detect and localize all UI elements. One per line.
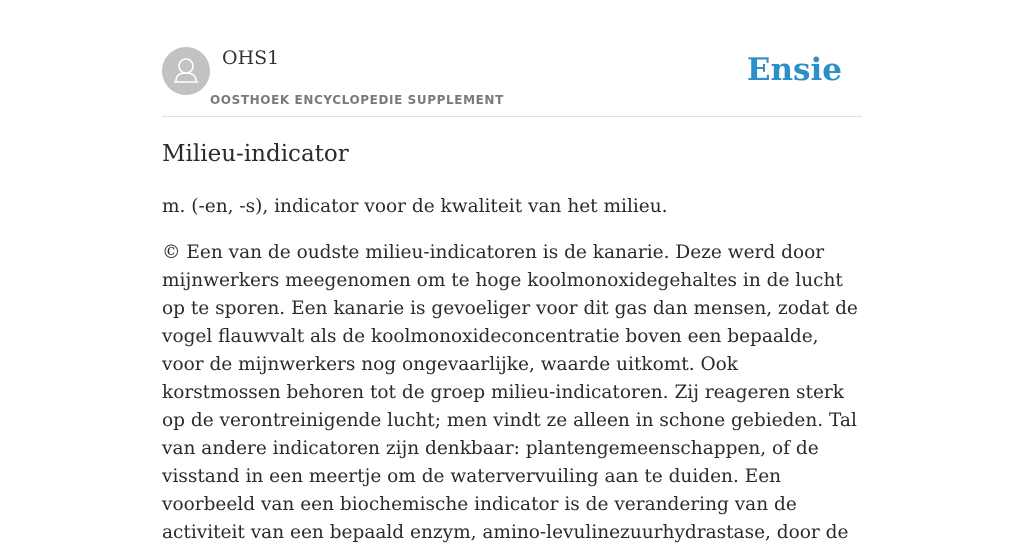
avatar[interactable]: [162, 47, 210, 95]
entry-header: [162, 46, 862, 117]
author-username[interactable]: OHS1: [222, 47, 280, 69]
source-label[interactable]: OOSTHOEK ENCYCLOPEDIE SUPPLEMENT: [210, 93, 504, 107]
ensie-logo[interactable]: Ensie: [746, 52, 842, 88]
user-silhouette-icon: [162, 47, 210, 95]
page-title: Milieu-indicator: [162, 141, 349, 167]
entry-definition: m. (-en, -s), indicator voor de kwaliteit van het milieu.: [162, 196, 668, 217]
entry-body: © Een van de oudste milieu-indicatoren is de kanarie. Deze werd door mijnwerkers meegenomen om te hoge koolmonoxidegehaltes in de lucht op te sporen. Een kanarie is gevoeliger voor dit gas dan mensen, zodat de vogel flauwvalt als de koolmonoxideconcentratie boven een bepaalde, voor de mijnwerkers nog ongevaarlijke, waarde uitkomt. Ook korstmossen behoren tot de groep milieu-indicatoren. Zij reageren sterk op de verontreinigende lucht; men vindt ze alleen in schone gebieden. Tal van andere indicatoren zijn denkbaar: plantengemeenschappen, of de visstand in een meertje om de watervervuiling aan te duiden. Een voorbeeld van een biochemische indicator is de verandering van de activiteit van een bepaald enzym, amino-levulinezuurhydrastase, door de: [162, 242, 858, 543]
